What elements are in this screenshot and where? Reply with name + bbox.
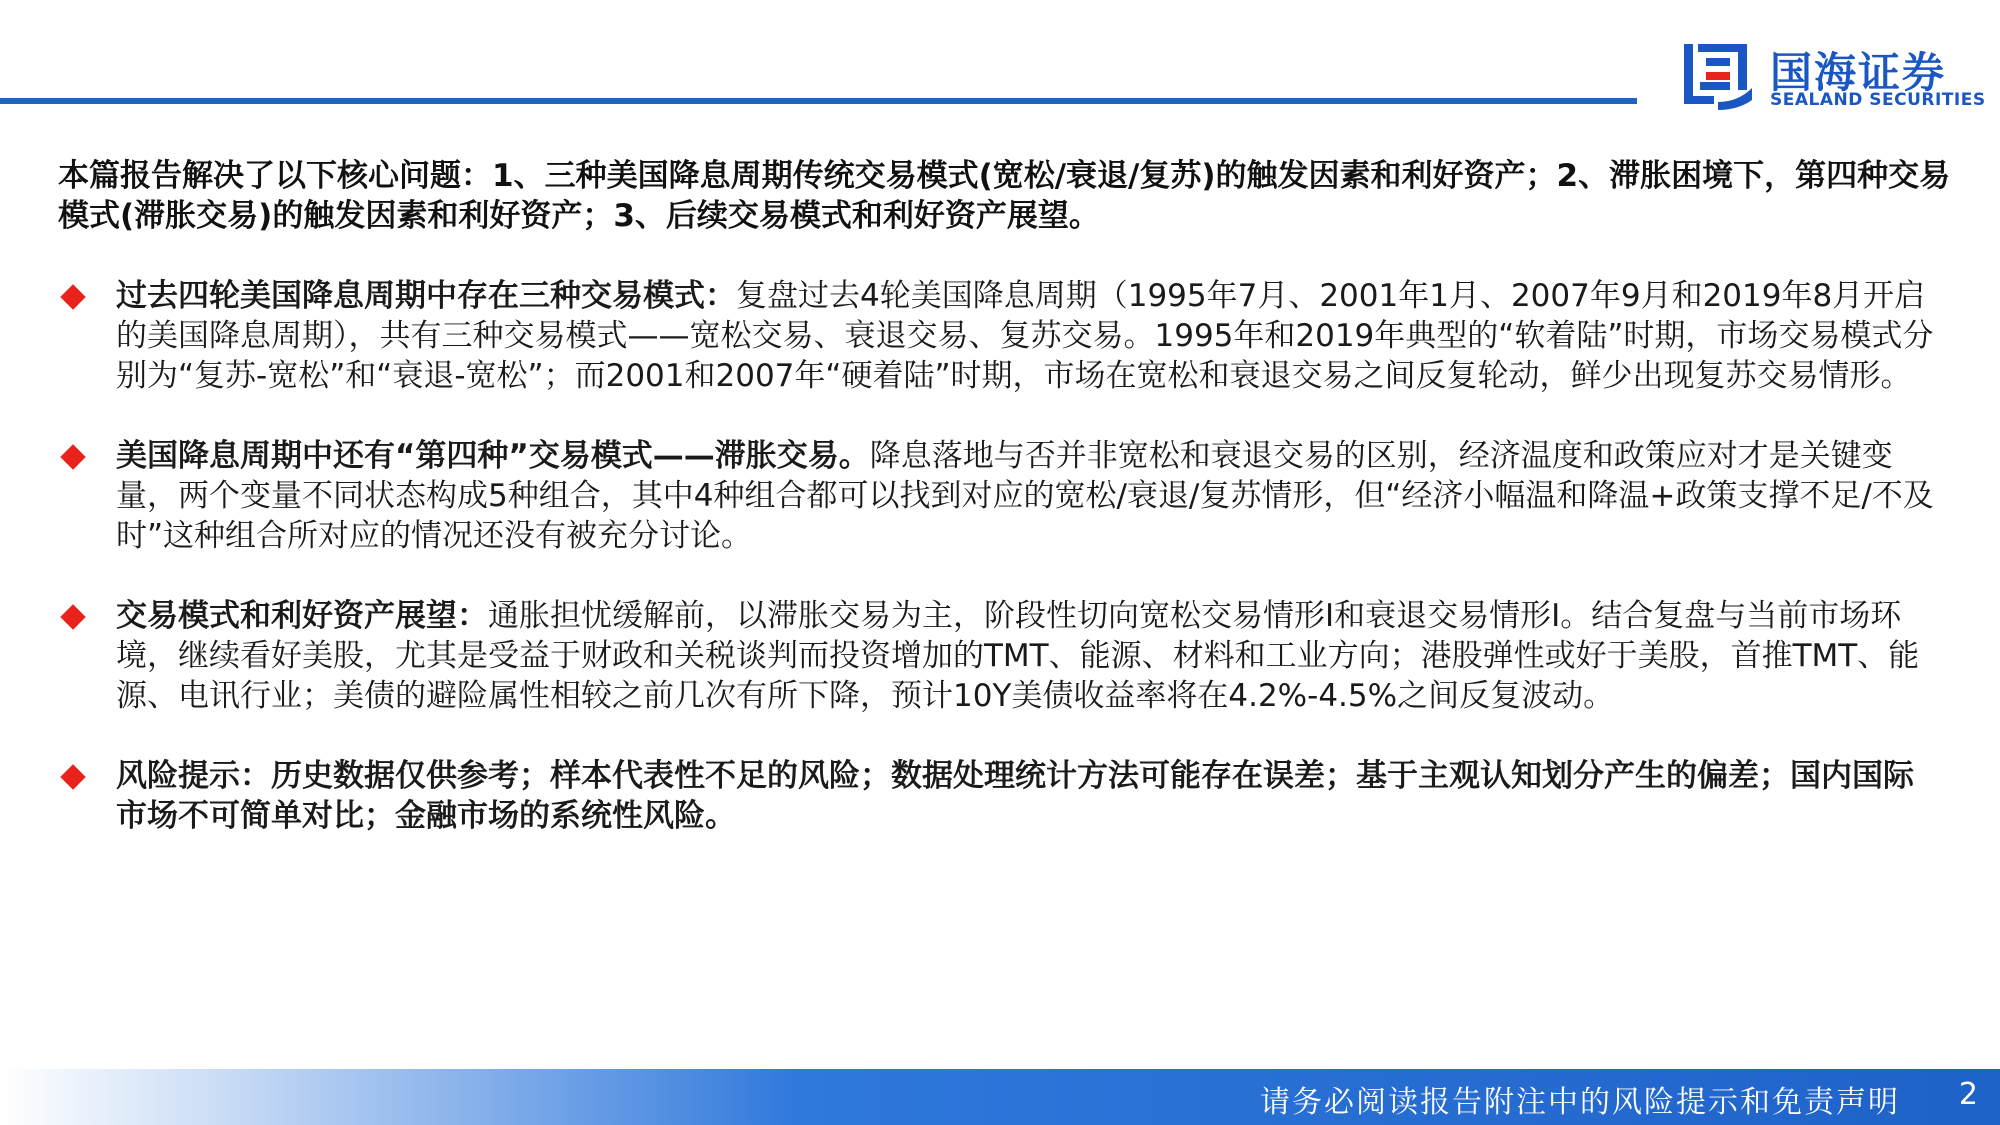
list-item	[0, 436, 2000, 556]
diamond-bullet-icon	[60, 284, 85, 309]
bullet-lead: 风险提示：历史数据仅供参考；样本代表性不足的风险；数据处理统计方法可能存在误差；基于主观认知划分产生的偏差；国内国际市场不可简单对比；金融市场的系统性风险。	[116, 758, 1914, 834]
bullet-text	[116, 276, 1938, 396]
company-logo	[1682, 38, 1986, 110]
footer-disclaimer: 请务必阅读报告附注中的风险提示和免责声明	[1260, 1085, 1900, 1120]
diamond-bullet-icon	[60, 444, 85, 469]
diamond-bullet-icon	[60, 764, 85, 789]
list-item	[0, 596, 2000, 716]
logo-name-cn: 国海证券	[1770, 48, 1947, 97]
intro-paragraph: 本篇报告解决了以下核心问题：1、三种美国降息周期传统交易模式(宽松/衰退/复苏)的触发因素和利好资产；2、滞胀困境下，第四种交易模式(滞胀交易)的触发因素和利好资产；3、后续交易模式和利好资产展望。	[58, 158, 1951, 234]
diamond-bullet-icon	[60, 604, 85, 629]
sealand-logo-icon	[1682, 38, 1754, 110]
bullet-lead: 美国降息周期中还有“第四种”交易模式——滞胀交易。	[116, 438, 870, 474]
bullet-lead: 过去四轮美国降息周期中存在三种交易模式：	[116, 278, 736, 314]
bullet-text	[116, 436, 1938, 556]
bullet-text	[116, 756, 1938, 836]
page-number: 2	[1958, 1077, 1978, 1112]
bullet-lead: 交易模式和利好资产展望：	[116, 598, 488, 634]
list-item	[0, 756, 2000, 836]
bullet-list	[0, 276, 2000, 876]
bullet-text	[116, 596, 1938, 716]
logo-name-en: SEALAND SECURITIES	[1770, 90, 1986, 110]
header-rule	[0, 98, 1637, 104]
footer-bar	[0, 1069, 2000, 1125]
bullet-body: 通胀担忧缓解前，以滞胀交易为主，阶段性切向宽松交易情形Ⅰ和衰退交易情形Ⅰ。结合复盘与当前市场环境，继续看好美股，尤其是受益于财政和关税谈判而投资增加的TMT、能源、材料和工业方向；港股弹性或好于美股，首推TMT、能源、电讯行业；美债的避险属性相较之前几次有所下降，预计10Y美债收益率将在4.2%-4.5%之间反复波动。	[116, 598, 1920, 714]
bullet-body: 复盘过去4轮美国降息周期（1995年7月、2001年1月、2007年9月和2019年8月开启的美国降息周期），共有三种交易模式——宽松交易、衰退交易、复苏交易。1995年和2019年典型的“软着陆”时期，市场交易模式分别为“复苏-宽松”和“衰退-宽松”；而2001和2007年“硬着陆”时期，市场在宽松和衰退交易之间反复轮动，鲜少出现复苏交易情形。	[116, 278, 1934, 394]
list-item	[0, 276, 2000, 396]
bullet-body: 降息落地与否并非宽松和衰退交易的区别，经济温度和政策应对才是关键变量，两个变量不同状态构成5种组合，其中4种组合都可以找到对应的宽松/衰退/复苏情形，但“经济小幅温和降温+政策支撑不足/不及时”这种组合所对应的情况还没有被充分讨论。	[116, 438, 1934, 554]
